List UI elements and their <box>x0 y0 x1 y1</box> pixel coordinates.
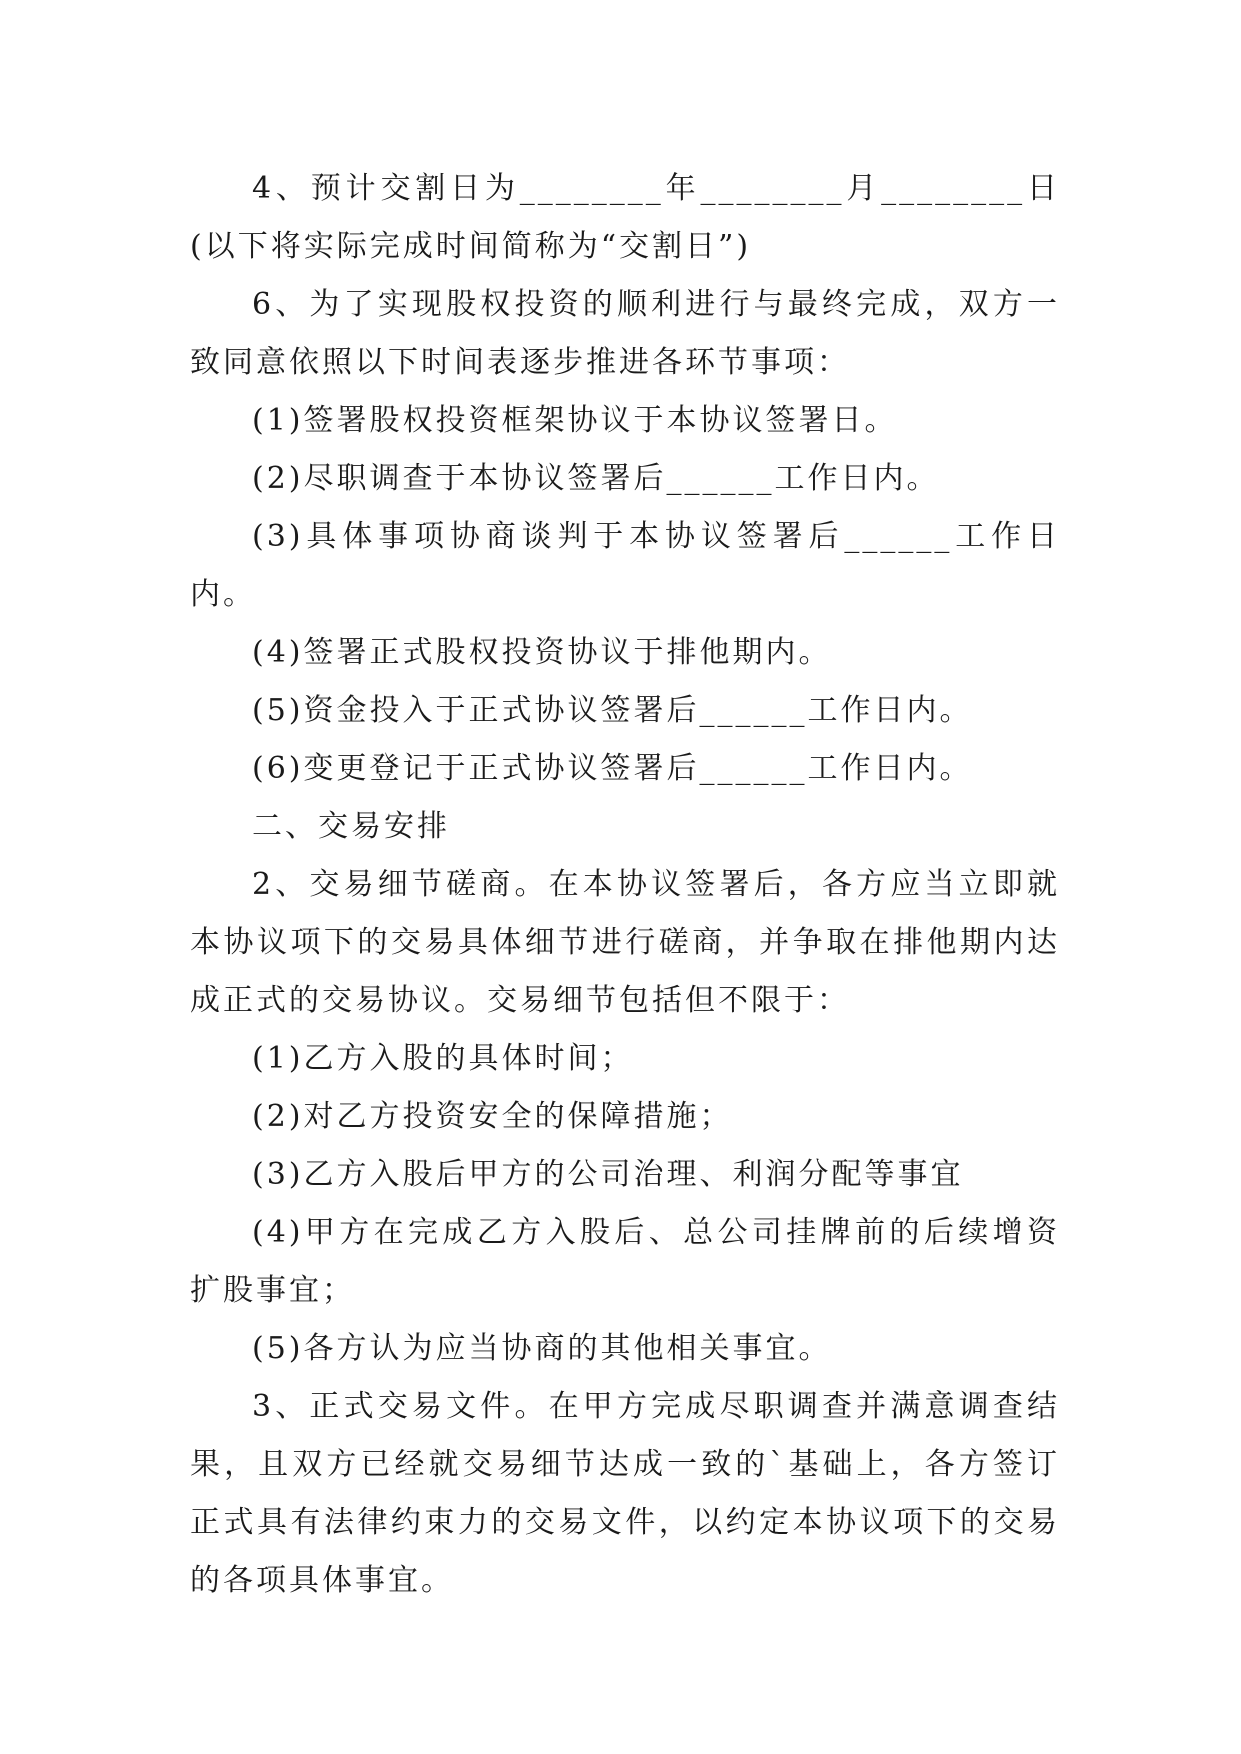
paragraph-timeline-item-3: (3)具体事项协商谈判于本协议签署后______工作日内。 <box>190 519 1060 612</box>
paragraph-detail-item-3: (3)乙方入股后甲方的公司治理、利润分配等事宜 <box>252 1157 964 1192</box>
paragraph-timeline-item-4: (4)签署正式股权投资协议于排他期内。 <box>252 635 832 670</box>
paragraph-detail-item-2: (2)对乙方投资安全的保障措施； <box>252 1099 733 1134</box>
section-heading-trade-arrangement: 二、交易安排 <box>252 809 450 844</box>
paragraph-timeline-item-1: (1)签署股权投资框架协议于本协议签署日。 <box>252 403 898 438</box>
paragraph-formal-documents: 3、正式交易文件。在甲方完成尽职调查并满意调查结果，且双方已经就交易细节达成一致的`基础上，各方签订正式具有法律约束力的交易文件，以约定本协议项下的交易的各项具体事宜。 <box>190 1389 1060 1598</box>
paragraph-timeline-item-6: (6)变更登记于正式协议签署后______工作日内。 <box>252 751 973 786</box>
paragraph-timeline-item-5: (5)资金投入于正式协议签署后______工作日内。 <box>252 693 973 728</box>
paragraph-closing-date: 4、预计交割日为________年________月________日(以下将实际完成时间简称为“交割日”) <box>190 171 1060 264</box>
paragraph-trade-details: 2、交易细节磋商。在本协议签署后，各方应当立即就本协议项下的交易具体细节进行磋商，并争取在排他期内达成正式的交易协议。交易细节包括但不限于： <box>190 867 1060 1018</box>
document-body <box>190 160 1060 1610</box>
paragraph-timeline-intro: 6、为了实现股权投资的顺利进行与最终完成，双方一致同意依照以下时间表逐步推进各环节事项： <box>190 287 1060 380</box>
paragraph-timeline-item-2: (2)尽职调查于本协议签署后______工作日内。 <box>252 461 940 496</box>
paragraph-detail-item-5: (5)各方认为应当协商的其他相关事宜。 <box>252 1331 832 1366</box>
paragraph-detail-item-1: (1)乙方入股的具体时间； <box>252 1041 634 1076</box>
paragraph-detail-item-4: (4)甲方在完成乙方入股后、总公司挂牌前的后续增资扩股事宜； <box>190 1215 1060 1308</box>
